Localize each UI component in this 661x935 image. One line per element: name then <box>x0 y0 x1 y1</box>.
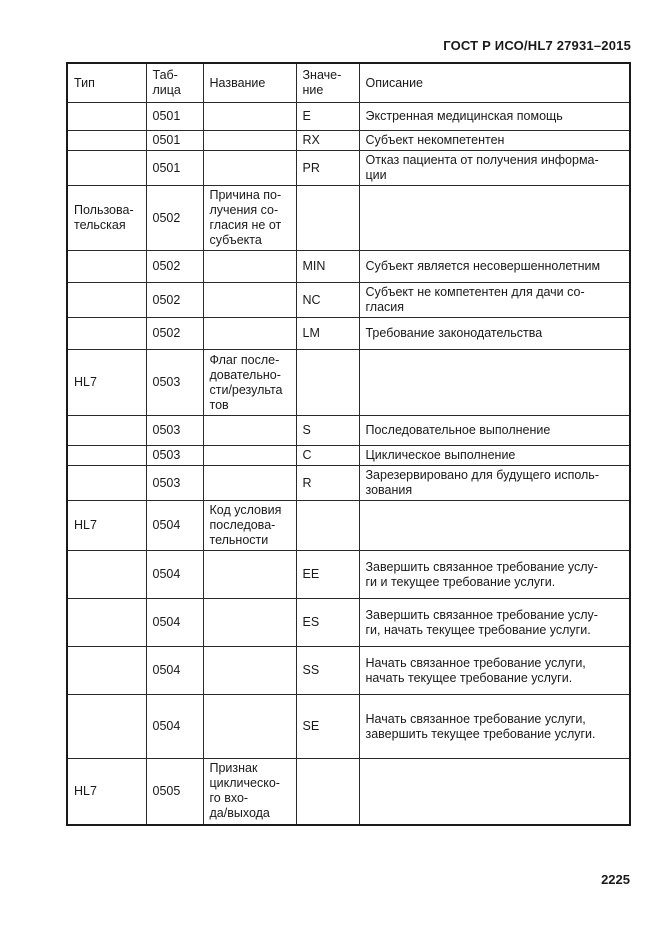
cell-description: Начать связанное требование услуги, начать текущее требование услуги. <box>359 647 630 695</box>
cell-table: 0503 <box>146 446 203 466</box>
cell-type <box>67 647 146 695</box>
cell-value: MIN <box>296 251 359 283</box>
table-row <box>67 251 630 283</box>
cell-description <box>359 759 630 825</box>
cell-description: Зарезервировано для будущего исполь- зования <box>359 466 630 501</box>
cell-name <box>203 416 296 446</box>
cell-name <box>203 551 296 599</box>
table-row <box>67 131 630 151</box>
cell-type: HL7 <box>67 501 146 551</box>
cell-name <box>203 151 296 186</box>
cell-name: Флаг после- довательно- сти/результа тов <box>203 350 296 416</box>
cell-value: ES <box>296 599 359 647</box>
document-header: ГОСТ Р ИСО/HL7 27931–2015 <box>443 38 631 53</box>
cell-table: 0501 <box>146 103 203 131</box>
cell-table: 0504 <box>146 599 203 647</box>
cell-description: Субъект некомпетентен <box>359 131 630 151</box>
cell-name <box>203 647 296 695</box>
cell-value: EE <box>296 551 359 599</box>
cell-value: PR <box>296 151 359 186</box>
cell-name: Признак циклическо- го вхо- да/выхода <box>203 759 296 825</box>
cell-description: Экстренная медицинская помощь <box>359 103 630 131</box>
cell-description: Завершить связанное требование услу- ги и текущее требование услуги. <box>359 551 630 599</box>
table-row <box>67 647 630 695</box>
table-row <box>67 283 630 318</box>
cell-description: Завершить связанное требование услу- ги, начать текущее требование услуги. <box>359 599 630 647</box>
cell-name: Код условия последова- тельности <box>203 501 296 551</box>
cell-type <box>67 151 146 186</box>
table-row <box>67 599 630 647</box>
table-row <box>67 318 630 350</box>
cell-description <box>359 501 630 551</box>
codes-table <box>66 62 631 826</box>
table-header-row <box>67 63 630 103</box>
cell-description: Субъект не компетентен для дачи со- гласия <box>359 283 630 318</box>
cell-name <box>203 599 296 647</box>
column-header-value: Значе- ние <box>296 63 359 103</box>
cell-description: Циклическое выполнение <box>359 446 630 466</box>
cell-type <box>67 695 146 759</box>
table-row <box>67 446 630 466</box>
page-number: 2225 <box>601 872 630 887</box>
cell-value: C <box>296 446 359 466</box>
table-row <box>67 695 630 759</box>
cell-table: 0502 <box>146 251 203 283</box>
cell-value <box>296 350 359 416</box>
cell-name: Причина по- лучения со- гласия не от субъекта <box>203 186 296 251</box>
cell-table: 0504 <box>146 501 203 551</box>
cell-type <box>67 466 146 501</box>
table-row <box>67 551 630 599</box>
cell-table: 0505 <box>146 759 203 825</box>
cell-value: NC <box>296 283 359 318</box>
cell-description: Начать связанное требование услуги, завершить текущее требование услуги. <box>359 695 630 759</box>
cell-description: Субъект является несовершеннолетним <box>359 251 630 283</box>
table-row <box>67 416 630 446</box>
cell-description: Требование законодательства <box>359 318 630 350</box>
cell-name <box>203 695 296 759</box>
cell-type <box>67 446 146 466</box>
cell-description <box>359 350 630 416</box>
cell-value: S <box>296 416 359 446</box>
cell-value <box>296 186 359 251</box>
cell-type <box>67 551 146 599</box>
table-row <box>67 350 630 416</box>
cell-value: SS <box>296 647 359 695</box>
cell-description <box>359 186 630 251</box>
column-header-type: Тип <box>67 63 146 103</box>
cell-type: Пользова- тельская <box>67 186 146 251</box>
cell-name <box>203 318 296 350</box>
cell-type: HL7 <box>67 350 146 416</box>
cell-table: 0504 <box>146 551 203 599</box>
cell-table: 0503 <box>146 466 203 501</box>
table-row <box>67 466 630 501</box>
column-header-table: Таб- лица <box>146 63 203 103</box>
cell-type <box>67 103 146 131</box>
cell-type <box>67 251 146 283</box>
cell-value: SE <box>296 695 359 759</box>
table-row <box>67 151 630 186</box>
cell-value: R <box>296 466 359 501</box>
column-header-name: Название <box>203 63 296 103</box>
cell-value <box>296 501 359 551</box>
cell-table: 0504 <box>146 647 203 695</box>
cell-type <box>67 283 146 318</box>
cell-table: 0501 <box>146 131 203 151</box>
table-row <box>67 501 630 551</box>
cell-value <box>296 759 359 825</box>
cell-type <box>67 318 146 350</box>
cell-table: 0501 <box>146 151 203 186</box>
cell-name <box>203 466 296 501</box>
cell-name <box>203 283 296 318</box>
cell-description: Последовательное выполнение <box>359 416 630 446</box>
cell-value: LM <box>296 318 359 350</box>
cell-name <box>203 131 296 151</box>
cell-type: HL7 <box>67 759 146 825</box>
cell-name <box>203 251 296 283</box>
cell-table: 0503 <box>146 350 203 416</box>
table-row <box>67 186 630 251</box>
table-row <box>67 103 630 131</box>
column-header-description: Описание <box>359 63 630 103</box>
cell-table: 0502 <box>146 186 203 251</box>
cell-name <box>203 446 296 466</box>
cell-type <box>67 599 146 647</box>
cell-table: 0503 <box>146 416 203 446</box>
cell-value: E <box>296 103 359 131</box>
cell-table: 0502 <box>146 318 203 350</box>
cell-table: 0504 <box>146 695 203 759</box>
cell-type <box>67 416 146 446</box>
cell-table: 0502 <box>146 283 203 318</box>
cell-value: RX <box>296 131 359 151</box>
cell-description: Отказ пациента от получения информа- ции <box>359 151 630 186</box>
table-row <box>67 759 630 825</box>
cell-name <box>203 103 296 131</box>
cell-type <box>67 131 146 151</box>
